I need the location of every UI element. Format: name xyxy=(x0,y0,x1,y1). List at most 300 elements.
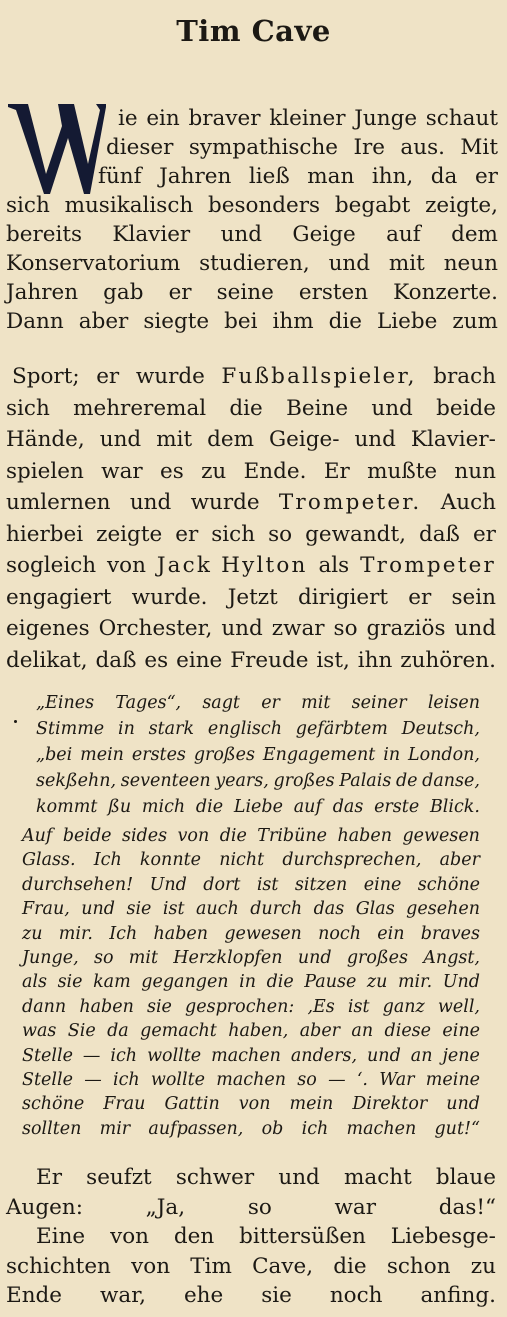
text-line xyxy=(22,922,480,946)
word: Liebesge- xyxy=(390,1224,496,1249)
word: ihm xyxy=(272,309,314,334)
word: haben xyxy=(153,923,209,944)
word: und xyxy=(446,1094,480,1115)
word: danse, xyxy=(422,771,480,791)
word: die xyxy=(219,826,247,846)
word: „Eines xyxy=(36,693,95,713)
word: ich xyxy=(110,1045,138,1066)
word: und xyxy=(221,616,263,641)
word: Jahren xyxy=(159,164,232,189)
word: ich xyxy=(301,1118,329,1139)
word: ließ xyxy=(248,164,290,189)
word: meine xyxy=(425,1069,480,1090)
word: gesprochen: xyxy=(185,996,295,1017)
word: bei xyxy=(224,309,258,334)
word: ob xyxy=(261,1118,284,1139)
text-line xyxy=(22,1068,480,1092)
text-line xyxy=(6,456,496,488)
word: das!“ xyxy=(438,1194,496,1220)
word: haben xyxy=(79,996,134,1017)
word: das xyxy=(313,899,345,920)
word: erstes xyxy=(131,745,186,765)
word: und xyxy=(328,251,371,276)
word: erste xyxy=(374,797,420,817)
text-line xyxy=(6,393,496,425)
word: auf xyxy=(386,222,421,247)
text-line xyxy=(6,1193,496,1223)
word: Und xyxy=(149,874,187,895)
word: Klavier xyxy=(112,222,191,247)
word: mit xyxy=(301,693,331,713)
word: durchsehen! xyxy=(22,874,134,895)
word: schon xyxy=(386,1253,451,1279)
word: anders, xyxy=(290,1045,358,1066)
word: dieser xyxy=(106,135,174,160)
word: ist xyxy=(162,899,185,920)
word: dem xyxy=(451,222,498,247)
word: nicht xyxy=(219,850,265,871)
word: so xyxy=(333,616,358,641)
word: ist, xyxy=(316,647,350,673)
word: gewesen xyxy=(224,923,302,944)
word: und xyxy=(129,490,172,515)
word: Blick. xyxy=(429,797,480,817)
word: Frau, xyxy=(22,899,70,920)
word: ‚Es xyxy=(307,996,335,1017)
word: Stelle xyxy=(22,1045,73,1066)
text-line xyxy=(22,1044,480,1068)
word: ihn, xyxy=(371,164,414,189)
word: Herzklopfen xyxy=(173,947,283,968)
word: ie xyxy=(118,106,138,131)
text-line xyxy=(6,307,498,336)
word: Ire xyxy=(353,135,385,160)
word: Trompeter. xyxy=(278,490,422,515)
word: er xyxy=(474,164,498,189)
word: Frau xyxy=(103,1094,146,1115)
word: gemacht xyxy=(140,1021,217,1042)
word: machen xyxy=(346,1118,417,1139)
text-line xyxy=(36,742,480,768)
word: er xyxy=(96,364,120,389)
word: beide xyxy=(436,395,496,421)
text-line xyxy=(6,278,498,307)
word: macht xyxy=(344,1165,412,1190)
word: von xyxy=(177,826,210,846)
text-line xyxy=(22,995,480,1019)
word: sie xyxy=(57,972,83,993)
word: mich xyxy=(141,797,186,817)
word: großes xyxy=(273,771,335,791)
word: Stelle xyxy=(22,1069,73,1090)
text-line xyxy=(6,487,496,519)
word: zu xyxy=(366,972,388,993)
word: machen xyxy=(216,1069,287,1090)
text-line xyxy=(6,220,498,249)
word: de xyxy=(395,771,418,791)
word: Ich xyxy=(93,850,122,871)
word: Direktor xyxy=(352,1094,428,1115)
word: fünf xyxy=(98,164,142,189)
word: Glas xyxy=(355,899,395,920)
word: Fußballspieler, xyxy=(221,364,417,389)
word: zeigte, xyxy=(425,193,498,218)
word: mehreremal xyxy=(73,395,207,421)
word: aufpassen, xyxy=(148,1118,244,1139)
word: Eine xyxy=(36,1224,86,1249)
quote-paragraph-1 xyxy=(36,690,480,820)
word: als xyxy=(318,553,350,578)
text-line xyxy=(6,133,498,162)
word: kommt xyxy=(36,797,98,817)
word: Jahren xyxy=(6,280,79,305)
word: sie xyxy=(146,996,172,1017)
word: dem xyxy=(207,427,254,452)
word: War xyxy=(379,1069,415,1090)
word: er xyxy=(408,584,432,610)
word: sympathische xyxy=(188,135,339,160)
word: sollten xyxy=(22,1118,82,1139)
word: noch xyxy=(318,923,361,944)
body-paragraph xyxy=(6,361,496,676)
text-line xyxy=(36,794,480,820)
word: bereits xyxy=(6,222,83,247)
word: schöne xyxy=(22,1094,85,1115)
text-line xyxy=(6,1252,496,1282)
word: gut!“ xyxy=(434,1118,480,1139)
word: braves xyxy=(420,923,480,944)
text-line xyxy=(6,1222,496,1252)
word: Beine xyxy=(286,395,349,421)
word: zu xyxy=(470,1253,496,1279)
word: mit xyxy=(156,427,193,452)
word: in xyxy=(383,745,401,765)
word: gewandt, xyxy=(305,521,406,547)
word: Sie xyxy=(67,1021,96,1042)
word: und xyxy=(367,1045,401,1066)
word: ersten xyxy=(298,280,369,305)
word: und xyxy=(371,395,413,421)
word: Ende xyxy=(6,1283,63,1308)
text-line xyxy=(22,897,480,921)
word: war, xyxy=(100,1283,146,1308)
word: er xyxy=(168,280,192,305)
word: und xyxy=(278,1165,320,1190)
word: aus. xyxy=(400,135,445,160)
text-line xyxy=(6,104,498,133)
word: Konzerte. xyxy=(393,280,498,305)
word: Ende. xyxy=(243,458,307,484)
word: wollte xyxy=(147,1045,202,1066)
word: mir xyxy=(99,1118,131,1139)
word: neun xyxy=(443,251,498,276)
word: ist xyxy=(256,874,279,895)
article-title: Tim Cave xyxy=(176,14,331,48)
word: mit xyxy=(388,251,425,276)
word: engagiert xyxy=(6,584,112,610)
word: Ich xyxy=(109,923,138,944)
word: schaut xyxy=(425,106,498,131)
word: englisch xyxy=(207,719,282,739)
word: eigenes xyxy=(6,616,90,641)
word: Angst, xyxy=(423,947,480,968)
word: blaue xyxy=(435,1165,496,1190)
word: spielen xyxy=(6,458,84,484)
word: studieren, xyxy=(199,251,310,276)
word: zwar xyxy=(271,616,325,641)
word: Junge xyxy=(354,106,418,131)
word: in xyxy=(117,719,135,739)
word: years, xyxy=(215,771,269,791)
word: Junge, xyxy=(22,947,79,968)
word: wurde. xyxy=(131,584,208,610)
text-line xyxy=(6,1163,496,1193)
word: sekßehn, xyxy=(36,771,117,791)
word: es xyxy=(160,458,184,484)
word: und xyxy=(81,899,115,920)
word: haben, xyxy=(228,1021,289,1042)
text-line xyxy=(22,970,480,994)
word: zu xyxy=(201,458,227,484)
word: jene xyxy=(442,1045,480,1066)
word: so xyxy=(268,521,293,547)
word: es xyxy=(144,647,169,673)
text-line xyxy=(6,162,498,191)
word: diese xyxy=(384,1021,432,1042)
intro-paragraph xyxy=(6,104,498,336)
word: dirigiert xyxy=(297,584,389,610)
word: haben xyxy=(337,826,393,846)
word: Engagement xyxy=(262,745,376,765)
word: mit xyxy=(128,947,159,968)
word: „bei xyxy=(36,745,73,765)
word: — xyxy=(82,1045,101,1066)
word: ihn xyxy=(357,647,393,673)
word: seventeen xyxy=(120,771,211,791)
quote-paragraph-2 xyxy=(22,824,480,1141)
word: und xyxy=(220,222,263,247)
word: Mit xyxy=(460,135,498,160)
word: wurde xyxy=(135,364,205,389)
word: sich xyxy=(6,193,50,218)
word: mein xyxy=(80,745,124,765)
word: da xyxy=(430,164,458,189)
word: ein xyxy=(377,923,405,944)
word: großes xyxy=(193,745,255,765)
word: das xyxy=(332,797,364,817)
text-line xyxy=(36,690,480,716)
word: mein xyxy=(289,1094,334,1115)
word: sides xyxy=(121,826,168,846)
word: konnte xyxy=(139,850,201,871)
word: kam xyxy=(93,972,131,993)
word: Sport; xyxy=(12,364,80,389)
word: Und xyxy=(442,972,480,993)
text-line xyxy=(22,824,480,848)
word: schwer xyxy=(175,1165,255,1190)
word: Trompeter xyxy=(360,553,496,578)
word: leisen xyxy=(427,693,480,713)
word: zum xyxy=(452,309,498,334)
word: Jack Hylton xyxy=(156,553,308,578)
text-line xyxy=(22,848,480,872)
word: graziös xyxy=(366,616,446,641)
word: und xyxy=(297,947,332,968)
word: er xyxy=(472,521,496,547)
word: musikalisch xyxy=(64,193,194,218)
word: gewesen xyxy=(402,826,480,846)
word: sie xyxy=(261,1283,292,1308)
word: „Ja, xyxy=(145,1194,186,1220)
word: mußte xyxy=(367,458,438,484)
word: braver xyxy=(188,106,261,131)
text-line xyxy=(6,550,496,582)
word: daß xyxy=(418,521,460,547)
word: Er xyxy=(36,1165,62,1190)
word: durchsprechen, xyxy=(282,850,422,871)
word: schöne xyxy=(417,874,480,895)
word: Liebe xyxy=(376,309,438,334)
word: mir. xyxy=(397,972,433,993)
word: noch xyxy=(329,1283,383,1308)
word: machen xyxy=(211,1045,281,1066)
word: Tim xyxy=(190,1253,232,1279)
word: Konservatorium xyxy=(6,251,181,276)
margin-dot xyxy=(14,720,17,723)
text-line xyxy=(36,768,480,794)
word: großes xyxy=(346,947,408,968)
word: und xyxy=(354,427,396,452)
text-line xyxy=(6,191,498,220)
word: von xyxy=(110,1224,149,1249)
word: eine xyxy=(442,1021,480,1042)
word: und xyxy=(454,616,496,641)
text-line xyxy=(22,1117,480,1141)
word: seufzt xyxy=(86,1165,152,1190)
word: mir. xyxy=(58,923,93,944)
word: Pause xyxy=(304,972,357,993)
word: wurde xyxy=(190,490,260,515)
word: Palais xyxy=(339,771,392,791)
text-line xyxy=(6,361,496,393)
word: aber xyxy=(78,309,129,334)
text-line xyxy=(22,946,480,970)
word: an xyxy=(351,1021,374,1042)
word: in xyxy=(239,972,257,993)
word: anfing. xyxy=(420,1283,496,1308)
word: dort xyxy=(203,874,241,895)
text-line xyxy=(6,1281,496,1311)
word: Geige xyxy=(292,222,356,247)
word: gefärbtem xyxy=(295,719,388,739)
word: Jetzt xyxy=(227,584,278,610)
text-line xyxy=(6,519,496,551)
word: seine xyxy=(216,280,274,305)
word: die xyxy=(195,797,224,817)
word: — xyxy=(84,1069,102,1090)
word: so xyxy=(297,1069,317,1090)
word: dann xyxy=(22,996,67,1017)
word: brach xyxy=(433,364,496,389)
word: an xyxy=(410,1045,433,1066)
word: kleiner xyxy=(269,106,346,131)
word: bittersüßen xyxy=(239,1224,366,1249)
word: Deutsch, xyxy=(401,719,480,739)
word: ich xyxy=(112,1069,140,1090)
word: ßu xyxy=(108,797,132,817)
word: die xyxy=(328,309,362,334)
word: delikat, xyxy=(6,647,88,673)
word: so xyxy=(93,947,114,968)
text-line xyxy=(6,424,496,456)
word: London, xyxy=(408,745,480,765)
word: auch xyxy=(195,899,239,920)
word: Auch xyxy=(440,490,496,515)
word: Klavier- xyxy=(410,427,496,452)
word: Gattin xyxy=(164,1094,220,1115)
word: zu xyxy=(22,923,43,944)
word: gesehen xyxy=(406,899,480,920)
word: wollte xyxy=(150,1069,206,1090)
text-line xyxy=(22,873,480,897)
word: Er xyxy=(323,458,350,484)
word: sein xyxy=(451,584,496,610)
text-line xyxy=(36,716,480,742)
word: die xyxy=(229,395,263,421)
word: Glass. xyxy=(22,850,76,871)
word: Stimme xyxy=(36,719,105,739)
word: gegangen xyxy=(141,972,229,993)
word: schichten xyxy=(6,1253,111,1279)
word: auf xyxy=(293,797,322,817)
word: von xyxy=(238,1094,271,1115)
word: was xyxy=(22,1021,57,1042)
word: von xyxy=(107,553,146,578)
word: Orchester, xyxy=(98,616,213,641)
text-line xyxy=(6,645,496,677)
text-line xyxy=(6,249,498,278)
word: — xyxy=(328,1069,346,1090)
word: aber xyxy=(439,850,480,871)
word: Tages“, xyxy=(115,693,182,713)
word: sogleich xyxy=(6,553,97,578)
word: Auf xyxy=(22,826,53,846)
word: da xyxy=(107,1021,129,1042)
closing-paragraph xyxy=(6,1163,496,1311)
word: sich xyxy=(6,395,50,421)
text-line xyxy=(22,1092,480,1116)
word: sagt xyxy=(202,693,240,713)
word: aber xyxy=(299,1021,341,1042)
word: zuhören. xyxy=(400,647,496,673)
word: Cave, xyxy=(252,1253,314,1279)
word: durch xyxy=(250,899,303,920)
text-line xyxy=(22,1019,480,1043)
word: Liebe xyxy=(233,797,283,817)
text-line xyxy=(6,613,496,645)
word: er xyxy=(261,693,280,713)
word: nun xyxy=(454,458,496,484)
word: siegte xyxy=(143,309,210,334)
word: daß xyxy=(95,647,137,673)
word: so xyxy=(247,1194,272,1220)
word: eine xyxy=(363,874,402,895)
word: die xyxy=(333,1253,367,1279)
word: ehe xyxy=(183,1283,224,1308)
word: umlernen xyxy=(6,490,111,515)
word: sich xyxy=(211,521,256,547)
word: den xyxy=(173,1224,215,1249)
